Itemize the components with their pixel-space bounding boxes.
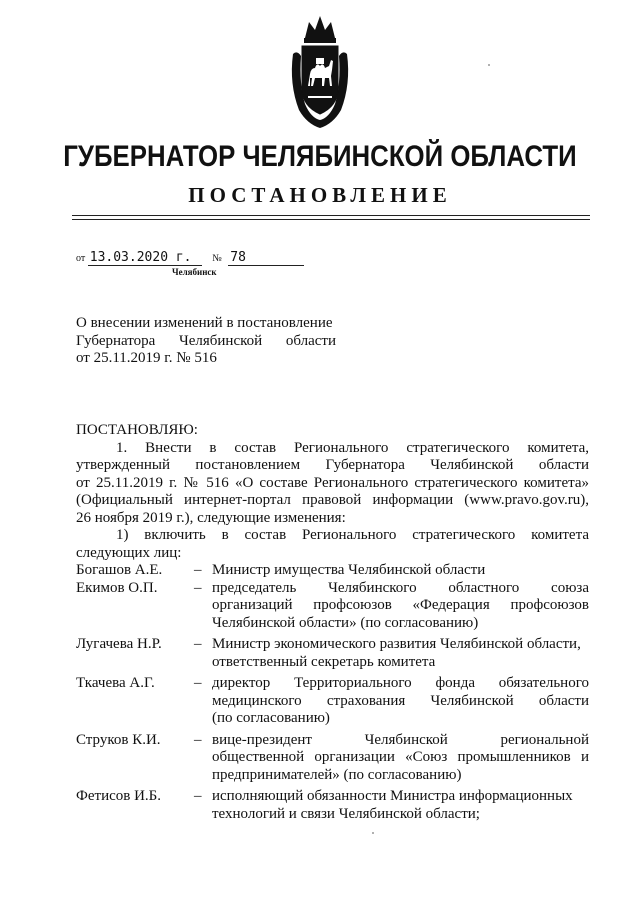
position-line: (по согласованию) [212,710,330,726]
position-line: Министр имущества Челябинской области [212,562,486,578]
position-line: директор Территориального фонда обязательного [212,675,589,691]
paragraph-line: 1. Внести в состав Регионального стратегического комитета, [116,439,589,456]
paragraph-line: следующих лиц: [76,544,182,561]
subject-line: Губернатора Челябинской области [76,332,336,349]
member-row [76,580,589,633]
member-name: Лугачева Н.Р. [76,636,162,652]
document-body [76,422,589,823]
header-rule-thin [72,219,590,220]
member-dash: – [194,788,202,804]
document-city: Челябинск [172,267,217,277]
resolve-heading: ПОСТАНОВЛЯЮ: [76,422,198,438]
scan-speck [372,832,374,834]
member-dash: – [194,636,202,652]
member-position [212,675,589,728]
date-prefix: от [76,253,86,264]
member-dash: – [194,562,202,578]
paragraph-line: 26 ноября 2019 г.), следующие изменения: [76,509,346,526]
member-dash: – [194,675,202,691]
position-line: председатель Челябинского областного союза [212,579,589,596]
member-row [76,636,589,671]
document-type: ПОСТАНОВЛЕНИЕ [188,183,452,207]
member-dash: – [194,579,202,596]
position-line: вице-президент Челябинской региональной [212,731,589,748]
header-rule-thick [72,215,590,216]
member-position [212,562,589,580]
position-line: медицинского страхования Челябинской области [212,692,589,709]
member-position [212,580,589,633]
member-name: Струков К.И. [76,731,161,748]
member-name: Ткачева А.Г. [76,675,155,691]
member-row [76,675,589,728]
member-position [212,732,589,785]
paragraph-line: утвержденный постановлением Губернатора Челябинской области [76,457,589,473]
member-position [212,788,589,823]
member-row [76,732,589,785]
member-name: Богашов А.Е. [76,562,163,578]
governor-title: ГУБЕРНАТОР ЧЕЛЯБИНСКОЙ ОБЛАСТИ [63,140,577,173]
position-line: Министр экономического развития Челябинской области, [212,636,581,652]
position-line: общественной организации «Союз промышленников и [212,749,589,765]
document-meta [76,250,304,266]
position-line: предпринимателей» (по согласованию) [212,766,462,783]
position-line: организаций профсоюзов «Федерация профсоюзов [212,597,589,613]
member-name: Екимов О.П. [76,579,158,596]
member-row [76,788,589,823]
position-line: технологий и связи Челябинской области; [212,805,480,822]
document-subject [76,315,336,368]
coat-of-arms-emblem [287,14,353,132]
member-row [76,562,589,580]
subject-line: от 25.11.2019 г. № 516 [76,350,217,366]
paragraph-line: от 25.11.2019 г. № 516 «О составе Регионального стратегического комитета» [76,474,589,491]
subject-line: О внесении изменений в постановление [76,315,333,331]
position-line: ответственный секретарь комитета [212,653,436,670]
member-position [212,636,589,671]
position-line: Челябинской области» (по согласованию) [212,614,479,631]
scan-speck [488,64,490,66]
document-number: 78 [228,250,304,266]
number-prefix: № [212,253,222,264]
member-name: Фетисов И.Б. [76,788,162,804]
paragraph-line: 1) включить в состав Регионального стратегического комитета [116,527,589,543]
position-line: исполняющий обязанности Министра информационных [212,788,573,804]
paragraph-line: (Официальный интернет-портал правовой информации (www.pravo.gov.ru), [76,492,589,508]
member-dash: – [194,731,202,748]
document-date: 13.03.2020 г. [88,250,202,266]
